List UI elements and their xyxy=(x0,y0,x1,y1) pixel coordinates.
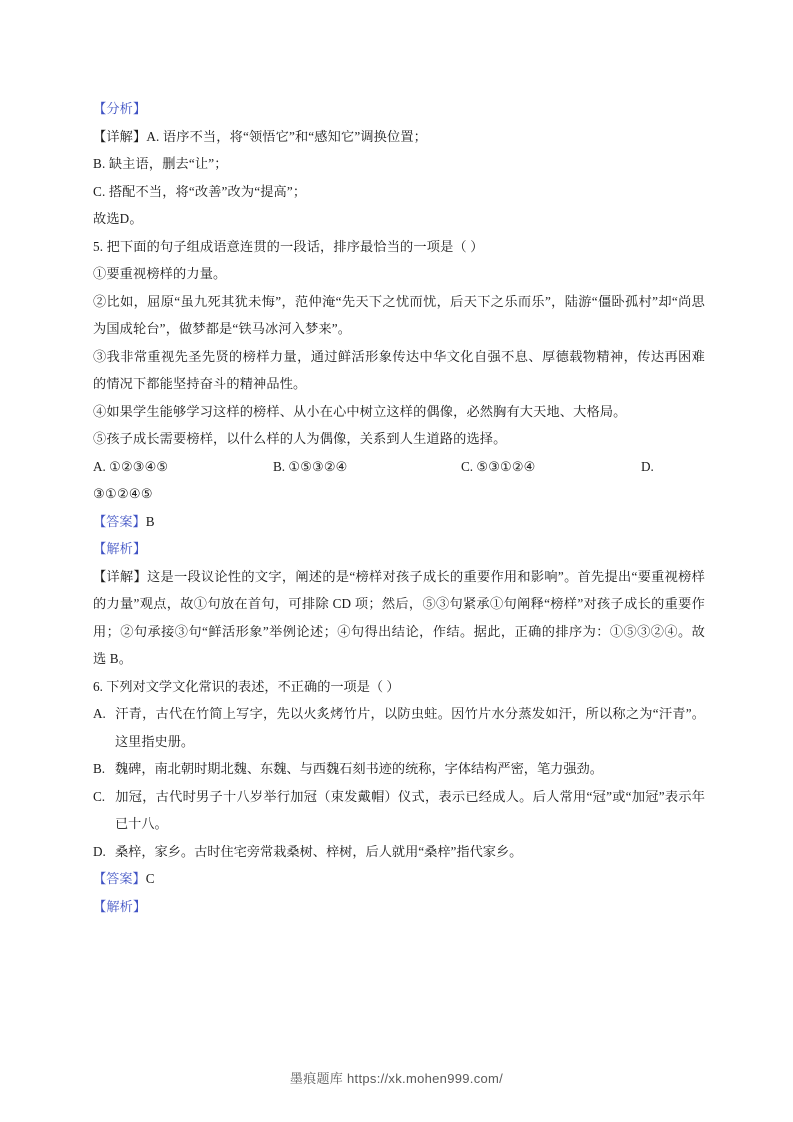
question-5-stem: 5. 把下面的句子组成语意连贯的一段话，排序最恰当的一项是（ ） xyxy=(93,238,484,254)
q6-choice-d-text: 桑梓，家乡。古时住宅旁常栽桑树、梓树，后人就用“桑梓”指代家乡。 xyxy=(115,843,523,859)
q5-answer-label: 【答案】 xyxy=(93,513,146,529)
q6-answer xyxy=(93,865,705,893)
q6-choice-c-label: C. xyxy=(93,788,106,804)
q6-choice-a-label: A. xyxy=(93,706,106,721)
page-footer-watermark: 墨痕题库 https://xk.mohen999.com/ xyxy=(289,1071,504,1086)
q5-option-d[interactable]: D. xyxy=(641,458,654,474)
analysis-label: 【分析】 xyxy=(93,101,147,116)
q6-answer-label: 【答案】 xyxy=(93,871,146,886)
q5-options-row xyxy=(93,453,705,481)
q5-explain-text: 【详解】这是一段议论性的文字，阐述的是“榜样对孩子成长的重要作用和影响”。首先提出“要重视榜样的力量”观点，故①句放在首句，可排除 CD 项；然后，⑤③句紧承①句阐释“榜样”对孩子成长的重要作用；②句承接③句“鲜活形象”举例论述；④句得出结论，作结。据此，正确的排序为：①⑤③②④。故选 B。 xyxy=(93,568,705,666)
q5-item-3: ③我非常重视先圣先贤的榜样力量，通过鲜活形象传达中华文化自强不息、厚德载物精神，传达再困难的情况下都能坚持奋斗的精神品性。 xyxy=(93,348,705,391)
q5-item-1: ①要重视榜样的力量。 xyxy=(93,266,227,281)
q5-item-5: ⑤孩子成长需要榜样，以什么样的人为偶像，关系到人生道路的选择。 xyxy=(93,431,507,446)
q5-answer xyxy=(93,508,705,536)
question-6-stem xyxy=(93,673,705,701)
q5-item-2: ②比如，屈原“虽九死其犹未悔”，范仲淹“先天下之忧而忧，后天下之乐而乐”，陆游“僵卧孤村”却“尚思为国成轮台”，做梦都是“铁马冰河入梦来”。 xyxy=(93,293,705,336)
q5-option-c[interactable]: C. ⑤③①②④ xyxy=(461,458,536,474)
q5-option-b[interactable]: B. ①⑤③②④ xyxy=(273,458,348,474)
q6-stem-post: 的一项是（ ） xyxy=(317,678,400,694)
q6-choice-b[interactable] xyxy=(93,755,705,783)
q5-answer-value: B xyxy=(145,513,155,529)
q6-choice-c[interactable] xyxy=(93,783,705,838)
q5-explain-label: 【解析】 xyxy=(93,541,147,556)
q5-option-a[interactable]: A. ①②③④⑤ xyxy=(93,458,169,474)
q5-item-4: ④如果学生能够学习这样的榜样、从小在心中树立这样的偶像，必然胸有大天地、大格局。 xyxy=(93,403,627,419)
q6-choice-d-label: D. xyxy=(93,843,106,859)
document-content xyxy=(93,95,705,920)
detail-line-4: 故选D。 xyxy=(93,211,143,226)
q6-choice-b-text: 魏碑，南北朝时期北魏、东魏、与西魏石刻书迹的统称，字体结构严密，笔力强劲。 xyxy=(115,761,603,776)
q6-choice-a-text: 汗青，古代在竹简上写字，先以火炙烤竹片，以防虫蛀。因竹片水分蒸发如汗，所以称之为“汗青”。这里指史册。 xyxy=(115,706,705,749)
detail-line-2: B. 缺主语，删去“让”； xyxy=(93,156,228,171)
q6-stem-pre: 6. 下列对文学文化常识的表述， xyxy=(93,678,278,694)
q5-option-d-wrap: ③①②④⑤ xyxy=(93,486,153,501)
q6-explain-label: 【解析】 xyxy=(93,898,147,914)
q6-choice-d[interactable] xyxy=(93,838,705,866)
q6-choice-a[interactable] xyxy=(93,700,705,755)
q6-choice-c-text: 加冠，古代时男子十八岁举行加冠（束发戴帽）仪式，表示已经成人。后人常用“冠”或“加冠”表示年已十八。 xyxy=(115,788,705,831)
q6-choice-b-label: B. xyxy=(93,761,106,776)
detail-line-1: 【详解】A. 语序不当，将“领悟它”和“感知它”调换位置； xyxy=(93,128,428,144)
detail-line-3: C. 搭配不当，将“改善”改为“提高”； xyxy=(93,183,307,199)
q6-answer-value: C xyxy=(145,871,155,886)
q6-stem-emphasis: 不正确 · · · xyxy=(278,679,318,694)
